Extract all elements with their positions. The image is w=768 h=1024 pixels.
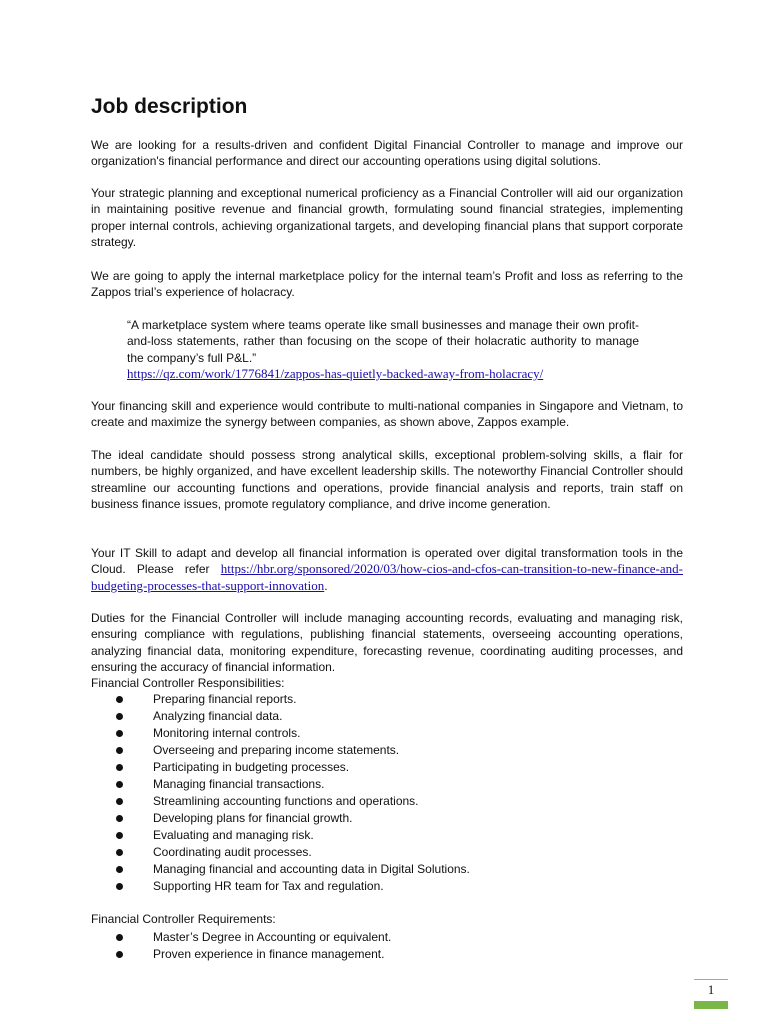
list-item: Monitoring internal controls. [91, 725, 651, 742]
quote-text: “A marketplace system where teams operate like small businesses and manage their own profit-and-loss statements, rather than focusing on the scope of their holacratic authority to manage the company’s full P&L.” [127, 318, 639, 365]
bullet-icon [116, 849, 123, 856]
list-item: Streamlining accounting functions and operations. [91, 793, 651, 810]
bullet-icon [116, 883, 123, 890]
bullet-icon [116, 934, 123, 941]
list-item: Participating in budgeting processes. [91, 759, 651, 776]
list-item: Managing financial and accounting data in Digital Solutions. [91, 861, 651, 878]
ideal-candidate-paragraph: The ideal candidate should possess strong analytical skills, exceptional problem-solving skills, a flair for numbers, be highly organized, and have excellent leadership skills. The noteworthy Financial Controller should streamline our accounting functions and operations, provide financial analysis and reports, train staff on business finance issues, promote regulatory compliance, and drive income generation. [91, 448, 683, 512]
bullet-icon [116, 815, 123, 822]
list-item: Evaluating and managing risk. [91, 827, 651, 844]
holacracy-quote [127, 317, 639, 383]
bullet-icon [116, 832, 123, 839]
bullet-icon [116, 781, 123, 788]
hbr-article-link[interactable]: https://hbr.org/sponsored/2020/03/how-cios-and-cfos-can-transition-to-new-finance-and-budgeting-processes-that-support-innovation [91, 561, 683, 593]
list-item: Supporting HR team for Tax and regulation. [91, 878, 651, 895]
it-skill-period: . [324, 578, 328, 593]
list-item: Preparing financial reports. [91, 691, 651, 708]
bullet-icon [116, 866, 123, 873]
bullet-icon [116, 696, 123, 703]
page-number-accent-bar [694, 1001, 728, 1009]
responsibilities-heading: Financial Controller Responsibilities: [91, 676, 285, 690]
responsibilities-list [91, 691, 651, 895]
it-skill-paragraph [91, 545, 683, 594]
duties-paragraph: Duties for the Financial Controller will include managing accounting records, evaluating and managing risk, ensuring compliance with regulations, publishing financial statements, overseeing accounting operations, analyzing financial data, monitoring expenditure, forecasting revenue, coordinating auditing processes, and ensuring the accuracy of financial information. [91, 611, 683, 675]
requirements-list [91, 929, 651, 963]
bullet-icon [116, 730, 123, 737]
bullet-icon [116, 764, 123, 771]
list-item: Overseeing and preparing income statements. [91, 742, 651, 759]
multinational-paragraph: Your financing skill and experience would contribute to multi-national companies in Singapore and Vietnam, to create and maximize the synergy between companies, as shown above, Zappos example. [91, 399, 683, 430]
marketplace-paragraph: We are going to apply the internal marketplace policy for the internal team’s Profit and loss as referring to the Zappos trial’s experience of holacracy. [91, 269, 683, 300]
list-item: Developing plans for financial growth. [91, 810, 651, 827]
requirements-heading: Financial Controller Requirements: [91, 912, 276, 926]
list-item: Analyzing financial data. [91, 708, 651, 725]
page-number-box [694, 979, 728, 1009]
strategy-paragraph: Your strategic planning and exceptional numerical proficiency as a Financial Controller will aid our organization in maintaining positive revenue and financial growth, formulating sound financial strategies, implementing proper internal controls, achieving organizational targets, and developing financial plans that support corporate strategy. [91, 186, 683, 250]
intro-paragraph: We are looking for a results-driven and confident Digital Financial Controller to manage and improve our organization's financial performance and direct our accounting operations using digital solutions. [91, 138, 683, 169]
list-item: Managing financial transactions. [91, 776, 651, 793]
page-number-divider [694, 979, 728, 980]
bullet-icon [116, 713, 123, 720]
zappos-article-link[interactable]: https://qz.com/work/1776841/zappos-has-quietly-backed-away-from-holacracy/ [127, 366, 544, 382]
page-title: Job description [91, 95, 248, 118]
list-item: Master’s Degree in Accounting or equivalent. [91, 929, 651, 946]
it-skill-text: Your IT Skill to adapt and develop all financial information is operated over digital transformation tools in the Cloud. Please refer [91, 546, 683, 577]
bullet-icon [116, 798, 123, 805]
bullet-icon [116, 747, 123, 754]
list-item: Coordinating audit processes. [91, 844, 651, 861]
bullet-icon [116, 951, 123, 958]
page-number: 1 [707, 982, 715, 997]
list-item: Proven experience in finance management. [91, 946, 651, 963]
